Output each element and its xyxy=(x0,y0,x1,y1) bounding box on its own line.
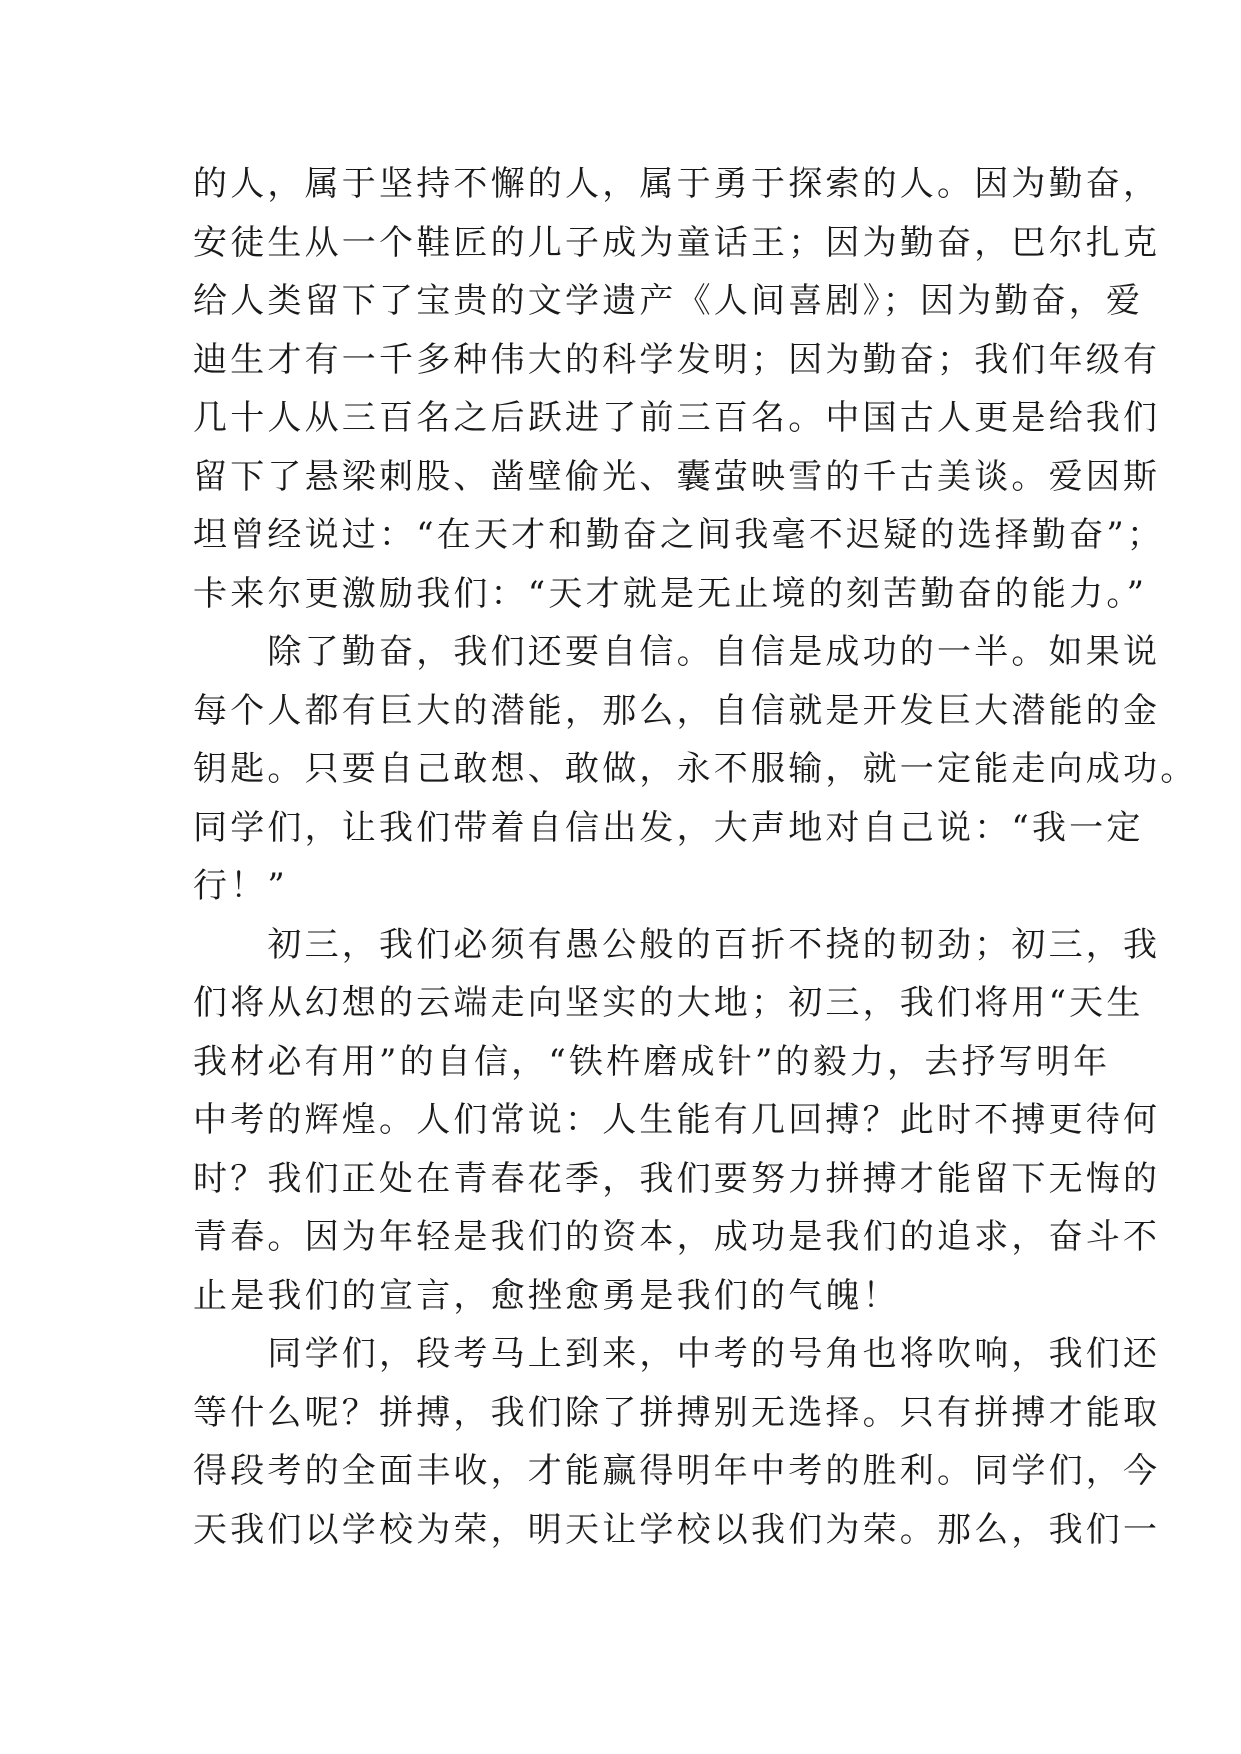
text-line: 天我们以学校为荣，明天让学校以我们为荣。那么，我们一 xyxy=(193,1509,1161,1550)
text-line: 中考的辉煌。人们常说：人生能有几回搏？此时不搏更待何 xyxy=(193,1100,1161,1140)
text-line: 除了勤奋，我们还要自信。自信是成功的一半。如果说 xyxy=(193,632,1161,672)
text-line: 每个人都有巨大的潜能，那么，自信就是开发巨大潜能的金 xyxy=(193,690,1161,731)
text-line: 我材必有用”的自信，“铁杵磨成针”的毅力，去抒写明年 xyxy=(193,1041,1111,1082)
text-line: 迪生才有一千多种伟大的科学发明；因为勤奋；我们年级有 xyxy=(193,339,1161,380)
text-line: 卡来尔更激励我们：“天才就是无止境的刻苦勤奋的能力。” xyxy=(193,573,1148,614)
text-line: 们将从幻想的云端走向坚实的大地；初三，我们将用“天生 xyxy=(193,983,1144,1023)
text-line: 坦曾经说过：“在天才和勤奋之间我毫不迟疑的选择勤奋”； xyxy=(193,515,1165,555)
text-line: 得段考的全面丰收，才能赢得明年中考的胜利。同学们，今 xyxy=(193,1451,1161,1491)
text-line: 止是我们的宣言，愈挫愈勇是我们的气魄！ xyxy=(193,1275,900,1316)
text-line: 钥匙。只要自己敢想、敢做，永不服输，就一定能走向成功。 xyxy=(193,749,1198,789)
body-text xyxy=(193,155,1198,1559)
text-line: 同学们，段考马上到来，中考的号角也将吹响，我们还 xyxy=(193,1334,1161,1374)
text-line: 留下了悬梁刺股、凿壁偷光、囊萤映雪的千古美谈。爱因斯 xyxy=(193,456,1161,497)
text-line: 给人类留下了宝贵的文学遗产《人间喜剧》；因为勤奋，爱 xyxy=(193,281,1144,321)
text-line: 青春。因为年轻是我们的资本，成功是我们的追求，奋斗不 xyxy=(193,1217,1161,1257)
text-line: 几十人从三百名之后跃进了前三百名。中国古人更是给我们 xyxy=(193,398,1161,438)
text-line: 行！” xyxy=(193,866,288,906)
text-line: 等什么呢？拼搏，我们除了拼搏别无选择。只有拼搏才能取 xyxy=(193,1392,1161,1433)
text-line: 时？我们正处在青春花季，我们要努力拼搏才能留下无悔的 xyxy=(193,1158,1161,1199)
text-line: 安徒生从一个鞋匠的儿子成为童话王；因为勤奋，巴尔扎克 xyxy=(193,222,1161,263)
text-line: 初三，我们必须有愚公般的百折不挠的韧劲；初三，我 xyxy=(193,924,1161,965)
text-line: 的人，属于坚持不懈的人，属于勇于探索的人。因为勤奋， xyxy=(193,164,1161,204)
text-line: 同学们，让我们带着自信出发，大声地对自己说：“我一定 xyxy=(193,807,1144,848)
